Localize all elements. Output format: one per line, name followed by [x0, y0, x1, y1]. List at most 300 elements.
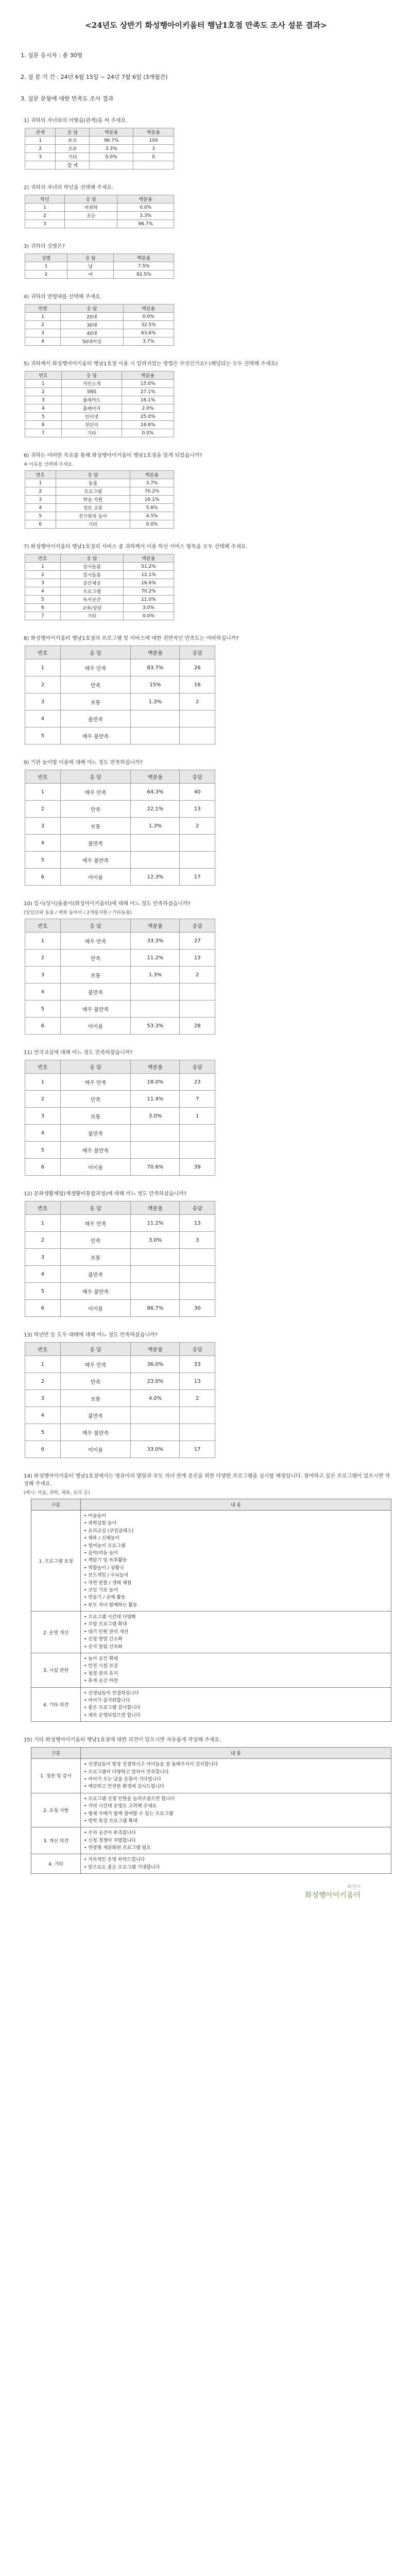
- response-item: • 선생님들이 항상 친절하시고 아이들을 잘 돌봐주셔서 감사합니다: [84, 1761, 388, 1768]
- table-cell: 0.0%: [90, 153, 133, 161]
- table-row: [25, 487, 174, 496]
- column-header: 응답: [180, 770, 215, 784]
- table-cell: 5: [25, 1001, 61, 1018]
- table-header-row: [25, 304, 174, 313]
- items-cell: [81, 1612, 391, 1653]
- table-cell: 불만족: [60, 1266, 131, 1283]
- response-item: • 안전 시설 보강: [84, 1663, 388, 1670]
- table-row: [25, 571, 174, 579]
- small-question-list: [21, 116, 391, 620]
- q4-title: 4) 귀하의 연령대를 선택해 주세요.: [24, 294, 102, 300]
- footer-logo-main: 화성행아이키움터: [304, 1891, 360, 1900]
- column-header: 응 답: [56, 471, 130, 479]
- table-cell: 매우 만족: [60, 1356, 131, 1373]
- response-item: • 대기 인원 관리 개선: [84, 1629, 388, 1636]
- table-cell: 3: [25, 396, 62, 404]
- table-cell: 3: [25, 818, 61, 835]
- table-cell: 2: [25, 571, 61, 579]
- column-header: 응답: [180, 1343, 215, 1356]
- response-item: • 신청 방법 간소화: [84, 1636, 388, 1643]
- table-cell: 0.0%: [117, 204, 174, 212]
- table-cell: 6: [25, 604, 61, 612]
- q2-table: [25, 195, 174, 228]
- table-cell: 매우 불만족: [60, 727, 131, 744]
- q10-title: 10) 일시(상시)돌봄이(화성아이키움터)에 대해 어느 정도 만족하셨습니까?: [24, 901, 191, 907]
- response-item: • 프로그램 신청 인원을 늘려주셨으면 합니다: [84, 1795, 388, 1803]
- table-cell: 합 계: [56, 161, 90, 170]
- table-cell: 96.7%: [117, 220, 174, 228]
- table-cell: 53.3%: [131, 1018, 180, 1035]
- table-cell: 64.3%: [131, 784, 180, 801]
- table-row: [25, 1266, 215, 1283]
- meta-count: 1. 설문 응시자 : 총 30명: [21, 52, 83, 59]
- column-header: 응 답: [60, 1060, 131, 1074]
- response-item: • 자연 관찰 / 생태 체험: [84, 1580, 388, 1587]
- table-row: [25, 380, 174, 388]
- table-row: [25, 1001, 215, 1018]
- table-cell: 39: [180, 1159, 215, 1176]
- table-cell: 0.0%: [130, 520, 174, 529]
- table-row: [25, 321, 174, 329]
- table-cell: [180, 1001, 215, 1018]
- table-cell: 3.0%: [131, 1232, 180, 1249]
- table-cell: 0.0%: [123, 313, 174, 321]
- table-cell: 불만족: [60, 984, 131, 1001]
- table-cell: 1: [25, 479, 56, 487]
- table-row: [25, 520, 174, 529]
- response-item: • 부모 자녀 함께하는 활동: [84, 1602, 388, 1609]
- table-cell: 미이용: [60, 1159, 131, 1176]
- table-cell: [180, 1142, 215, 1159]
- table-cell: 2: [25, 1091, 61, 1108]
- q5-title: 5) 귀하께서 화성행아이키움터 행남1호점 이용 시 알려지었는 방법은 무엇인가요? (해당되는 모두 선택해 주세요): [24, 361, 278, 367]
- table-header-row: [31, 1748, 391, 1759]
- column-header: 응답: [180, 646, 215, 659]
- response-item: • 형제 자매가 함께 참여할 수 있는 프로그램: [84, 1810, 388, 1818]
- table-row: [31, 1612, 391, 1653]
- table-cell: 1.3%: [131, 693, 180, 710]
- q15-table: [31, 1747, 391, 1874]
- table-cell: 미이용: [60, 1441, 131, 1458]
- table-cell: 92.5%: [114, 270, 174, 279]
- items-cell: [81, 1793, 391, 1827]
- items-cell: [81, 1827, 391, 1854]
- table-cell: 3: [180, 1232, 215, 1249]
- column-header: 백분율: [90, 128, 133, 137]
- footer-logo: [21, 1883, 391, 1900]
- response-item: • 체육 / 신체놀이: [84, 1535, 388, 1542]
- table-cell: 1.3%: [131, 967, 180, 984]
- table-cell: 5: [25, 1424, 61, 1441]
- table-cell: 1.3%: [131, 818, 180, 835]
- table-cell: [180, 710, 215, 727]
- table-cell: 0.0%: [123, 612, 174, 620]
- meta-period: 2. 설 문 기 간 : 24년 6월 15일 ~ 24년 7월 6일 (3개월간): [21, 74, 168, 80]
- table-cell: [180, 984, 215, 1001]
- table-cell: 0: [133, 153, 174, 161]
- table-cell: [131, 710, 180, 727]
- table-cell: 1: [25, 137, 56, 145]
- table-row: [25, 504, 174, 512]
- response-item: • 방학 특강 프로그램 확대: [84, 1818, 388, 1825]
- table-cell: 4: [25, 337, 61, 346]
- table-cell: 정보 교류: [56, 504, 130, 512]
- table-cell: 1: [25, 784, 61, 801]
- table-cell: 2: [25, 145, 56, 153]
- table-cell: 51.2%: [123, 563, 174, 571]
- table-cell: 18.0%: [131, 1074, 180, 1091]
- items-cell: [81, 1653, 391, 1688]
- response-item: • 아이가 오는 날을 손꼽아 기다립니다: [84, 1776, 388, 1783]
- table-cell: 7.5%: [114, 262, 174, 270]
- table-cell: 기타: [56, 520, 130, 529]
- column-header: 백분율: [131, 919, 180, 933]
- table-cell: 4.5%: [130, 512, 174, 520]
- table-cell: 조부: [56, 145, 90, 153]
- table-row: [31, 1653, 391, 1688]
- table-cell: 40: [180, 784, 215, 801]
- q8-title: 8) 화성행아이키움터 행남1호점의 프로그램 및 서비스에 대한 전반적인 만족도는 어떠하십니까?: [24, 636, 239, 641]
- table-cell: 미취학: [64, 204, 117, 212]
- column-header: 백분율: [131, 646, 180, 659]
- table-row: [31, 1687, 391, 1722]
- table-row: [25, 869, 215, 886]
- table-cell: 22.1%: [131, 801, 180, 818]
- table-cell: [131, 727, 180, 744]
- column-header: 번호: [25, 554, 61, 563]
- table-cell: 1: [25, 659, 61, 676]
- items-cell: [81, 1759, 391, 1793]
- table-row: [25, 1142, 215, 1159]
- response-item: • 공지 알림 신속화: [84, 1643, 388, 1651]
- table-cell: 1: [25, 380, 62, 388]
- column-header: 백분율: [122, 371, 174, 380]
- table-row: [25, 212, 174, 220]
- table-cell: 13: [180, 1373, 215, 1390]
- table-row: [25, 337, 174, 346]
- table-cell: 매우 불만족: [60, 852, 131, 869]
- table-cell: 불만족: [60, 710, 131, 727]
- response-list: [84, 1690, 388, 1720]
- table-cell: 2: [25, 321, 61, 329]
- table-cell: 만족: [60, 676, 131, 693]
- table-cell: 16.1%: [122, 396, 174, 404]
- table-row: [25, 1407, 215, 1424]
- table-cell: 여: [67, 270, 114, 279]
- table-row: [25, 1373, 215, 1390]
- table-cell: 4: [25, 710, 61, 727]
- table-cell: 2: [25, 1373, 61, 1390]
- table-cell: 17: [180, 869, 215, 886]
- table-cell: 2: [25, 270, 67, 279]
- table-cell: 보통: [60, 1249, 131, 1266]
- table-cell: [180, 835, 215, 852]
- table-row: [25, 1125, 215, 1142]
- table-cell: 6: [25, 869, 61, 886]
- table-header-row: [25, 254, 174, 262]
- q4-table: [25, 304, 174, 346]
- table-cell: 1: [25, 933, 61, 950]
- q1-title: 1) 귀하의 자녀와의 어떻습(관계)을 써 주세요.: [24, 118, 128, 124]
- table-cell: 매우 만족: [60, 1215, 131, 1232]
- q5-table: [25, 371, 174, 437]
- q8-block: [21, 634, 391, 744]
- q10-subtitle: (일일단위 돌봄 / 매회 돌아이 / 2개월지원 / 기타돌봄): [24, 910, 132, 916]
- table-cell: 불만족: [60, 835, 131, 852]
- table-cell: 1: [25, 1215, 61, 1232]
- table-cell: 3: [133, 145, 174, 153]
- table-cell: 33: [180, 1356, 215, 1373]
- table-cell: 2: [25, 801, 61, 818]
- table-cell: 4.0%: [131, 1390, 180, 1407]
- table-cell: 15.0%: [122, 380, 174, 388]
- table-cell: 1: [25, 262, 67, 270]
- table-cell: [131, 1266, 180, 1283]
- table-cell: 공간제공: [60, 579, 123, 587]
- table-row: [25, 710, 215, 727]
- table-cell: 만족: [60, 801, 131, 818]
- table-cell: 3.3%: [90, 145, 133, 153]
- table-cell: 5: [25, 1283, 61, 1300]
- column-header: 번호: [25, 1060, 61, 1074]
- table-cell: 5: [25, 512, 56, 520]
- response-item: • 책읽기 및 독후활동: [84, 1557, 388, 1564]
- table-cell: 16.6%: [123, 579, 174, 587]
- column-header: 내 용: [81, 1748, 391, 1759]
- table-cell: 돌봄: [56, 479, 130, 487]
- table-cell: 25.0%: [122, 413, 174, 421]
- table-cell: 일시돌봄: [60, 571, 123, 579]
- table-cell: 70.2%: [130, 487, 174, 496]
- response-item: • 코딩 기초 놀이: [84, 1587, 388, 1594]
- response-item: • 프로그램이 다양하고 알차서 만족합니다: [84, 1769, 388, 1776]
- table-cell: 50대이상: [61, 337, 124, 346]
- response-item: • 프로그램 시간대 다양화: [84, 1614, 388, 1621]
- q14-block: [21, 1471, 391, 1722]
- q4-block: [21, 292, 391, 346]
- table-cell: 학습 지원: [56, 496, 130, 504]
- table-cell: [180, 727, 215, 744]
- response-item: • 깨끗하고 안전한 환경에 감사드립니다: [84, 1783, 388, 1790]
- table-row: [25, 153, 174, 161]
- table-row: [25, 1300, 215, 1317]
- q8-table: [25, 646, 215, 744]
- table-cell: 30: [180, 1300, 215, 1317]
- q3-block: [21, 242, 391, 279]
- table-cell: 매우 만족: [60, 933, 131, 950]
- table-row: [25, 984, 215, 1001]
- table-row: [25, 270, 174, 279]
- column-header: 구분: [31, 1499, 81, 1511]
- table-cell: 보통: [60, 818, 131, 835]
- table-cell: 7: [180, 1091, 215, 1108]
- table-cell: 6: [25, 1300, 61, 1317]
- table-cell: 1: [25, 1074, 61, 1091]
- q10-table: [25, 919, 215, 1035]
- table-cell: 0.0%: [122, 429, 174, 437]
- response-item: • 주말 프로그램 확대: [84, 1621, 388, 1628]
- table-cell: 불만족: [60, 1125, 131, 1142]
- table-cell: 13: [180, 1215, 215, 1232]
- table-cell: 3: [25, 1249, 61, 1266]
- table-row: [25, 1108, 215, 1125]
- table-cell: 미이용: [60, 869, 131, 886]
- table-row: [31, 1854, 391, 1874]
- response-list: [84, 1761, 388, 1791]
- category-cell: 1. 프로그램 요청: [31, 1511, 81, 1612]
- table-cell: 기타: [60, 612, 123, 620]
- table-cell: 불만족: [60, 1407, 131, 1424]
- table-cell: 23: [180, 1074, 215, 1091]
- table-cell: 86.7%: [131, 1300, 180, 1317]
- category-cell: 1. 칭찬 및 감사: [31, 1759, 81, 1793]
- column-header: 응 답: [61, 304, 124, 313]
- q13-block: [21, 1330, 391, 1458]
- table-cell: 보통: [60, 1390, 131, 1407]
- q6-subtitle: ※ 이유를 선택해 주세요.: [24, 462, 74, 467]
- table-cell: [131, 1249, 180, 1266]
- column-header: 백분율: [117, 195, 174, 204]
- table-cell: 6: [25, 520, 56, 529]
- table-row: [25, 137, 174, 145]
- column-header: 응 답: [64, 195, 117, 204]
- q12-block: [21, 1189, 391, 1317]
- table-row: [25, 204, 174, 212]
- table-row: [25, 1159, 215, 1176]
- table-cell: 독서공간: [60, 596, 123, 604]
- column-header: 응 답: [60, 646, 131, 659]
- open-question-list: [21, 1471, 391, 1874]
- q6-block: [21, 451, 391, 529]
- response-item: • 신청 경쟁이 치열합니다: [84, 1837, 388, 1844]
- column-header: 응 답: [60, 1343, 131, 1356]
- q1-table: [25, 128, 174, 170]
- table-cell: 3: [25, 329, 61, 337]
- table-cell: [64, 220, 117, 228]
- table-cell: 인터넷: [61, 413, 122, 421]
- table-cell: 기타: [61, 429, 122, 437]
- document-title: <24년도 상반기 화성행아이키움터 행남1호점 만족도 조사 설문 결과>: [85, 21, 327, 30]
- table-cell: 83.7%: [131, 659, 180, 676]
- category-cell: 3. 시설 관련: [31, 1653, 81, 1688]
- response-item: • 주차 공간이 부족합니다: [84, 1829, 388, 1837]
- column-header: 백분율: [123, 554, 174, 563]
- table-cell: 2.0%: [122, 404, 174, 413]
- column-header: 번호: [25, 1343, 61, 1356]
- table-row: [25, 818, 215, 835]
- table-cell: [131, 852, 180, 869]
- response-item: • 요리교실 (쿠킹클래스): [84, 1528, 388, 1535]
- table-cell: 4: [25, 1266, 61, 1283]
- table-cell: 보통: [60, 1108, 131, 1125]
- table-row: [25, 421, 174, 429]
- table-row: [25, 801, 215, 818]
- table-cell: 만족: [60, 1373, 131, 1390]
- section-heading: 3. 설문 문항에 대한 만족도 조사 결과: [21, 95, 114, 102]
- table-row: [25, 1091, 215, 1108]
- table-cell: 6: [25, 1441, 61, 1458]
- table-cell: 보통: [60, 967, 131, 984]
- table-cell: [131, 1142, 180, 1159]
- table-cell: 4: [25, 835, 61, 852]
- table-cell: 전단지: [61, 421, 122, 429]
- table-cell: 3: [25, 496, 56, 504]
- q13-table: [25, 1342, 215, 1458]
- table-cell: 70.6%: [131, 1159, 180, 1176]
- column-header: 성별: [25, 254, 67, 262]
- q11-title: 11) 연극교실에 대해 어느 정도 만족하셨습니까?: [24, 1050, 133, 1056]
- category-cell: 2. 운영 개선: [31, 1612, 81, 1653]
- table-header-row: [25, 554, 174, 563]
- table-cell: 4: [25, 1125, 61, 1142]
- table-cell: 6: [25, 1159, 61, 1176]
- response-item: • 선생님들이 친절하십니다: [84, 1690, 388, 1697]
- table-cell: 32.5%: [123, 321, 174, 329]
- table-cell: [131, 984, 180, 1001]
- table-cell: [25, 161, 56, 170]
- response-item: • 지속적인 운영 부탁드립니다: [84, 1856, 388, 1863]
- table-row: [25, 262, 174, 270]
- table-cell: 지인소개: [61, 380, 122, 388]
- q5-block: [21, 359, 391, 437]
- table-header-row: [25, 195, 174, 204]
- table-cell: 5.6%: [130, 504, 174, 512]
- response-list: [84, 1614, 388, 1651]
- table-cell: 5: [25, 596, 61, 604]
- table-header-row: [25, 770, 215, 784]
- table-cell: 3: [25, 579, 61, 587]
- table-cell: 27: [180, 933, 215, 950]
- table-row: [25, 693, 215, 710]
- table-cell: 2: [25, 388, 62, 396]
- table-cell: 11.0%: [123, 596, 174, 604]
- q14-title: 14) 화성행아이키움터 행남1호점에서는 영유아의 발달과 부모 자녀 관계 증진을 위한 다양한 프로그램을 실시할 예정입니다. 참여하고 싶은 프로그램이 있으시면 작성해 주세요.: [24, 1473, 390, 1487]
- table-cell: 11.2%: [131, 1215, 180, 1232]
- table-cell: 부모: [56, 137, 90, 145]
- footer-logo-small: 화성시: [347, 1885, 360, 1890]
- table-cell: 2: [25, 487, 56, 496]
- table-cell: [180, 852, 215, 869]
- table-row: [25, 161, 174, 170]
- column-header: 번호: [25, 1201, 61, 1215]
- table-header-row: [25, 128, 174, 137]
- table-cell: 1: [25, 313, 61, 321]
- table-cell: [90, 161, 133, 170]
- table-row: [25, 967, 215, 984]
- table-cell: [180, 1249, 215, 1266]
- column-header: 번호: [25, 471, 56, 479]
- table-row: [25, 1441, 215, 1458]
- table-cell: 2: [25, 212, 65, 220]
- table-cell: 30대: [61, 321, 124, 329]
- column-header: 응 답: [60, 770, 131, 784]
- table-cell: 12.1%: [123, 571, 174, 579]
- column-header: 번호: [25, 371, 62, 380]
- column-header: 백분율: [131, 1201, 180, 1215]
- column-header: 학년: [25, 195, 65, 204]
- column-header: 응 답: [60, 554, 123, 563]
- table-cell: 플래카드: [61, 396, 122, 404]
- response-list: [84, 1655, 388, 1685]
- response-list: [84, 1795, 388, 1825]
- table-cell: [180, 1283, 215, 1300]
- table-cell: 27.1%: [122, 388, 174, 396]
- column-header: 백분율: [131, 770, 180, 784]
- table-cell: 23.0%: [131, 1373, 180, 1390]
- q7-table: [25, 554, 174, 620]
- table-header-row: [25, 919, 215, 933]
- table-cell: 11.4%: [131, 1091, 180, 1108]
